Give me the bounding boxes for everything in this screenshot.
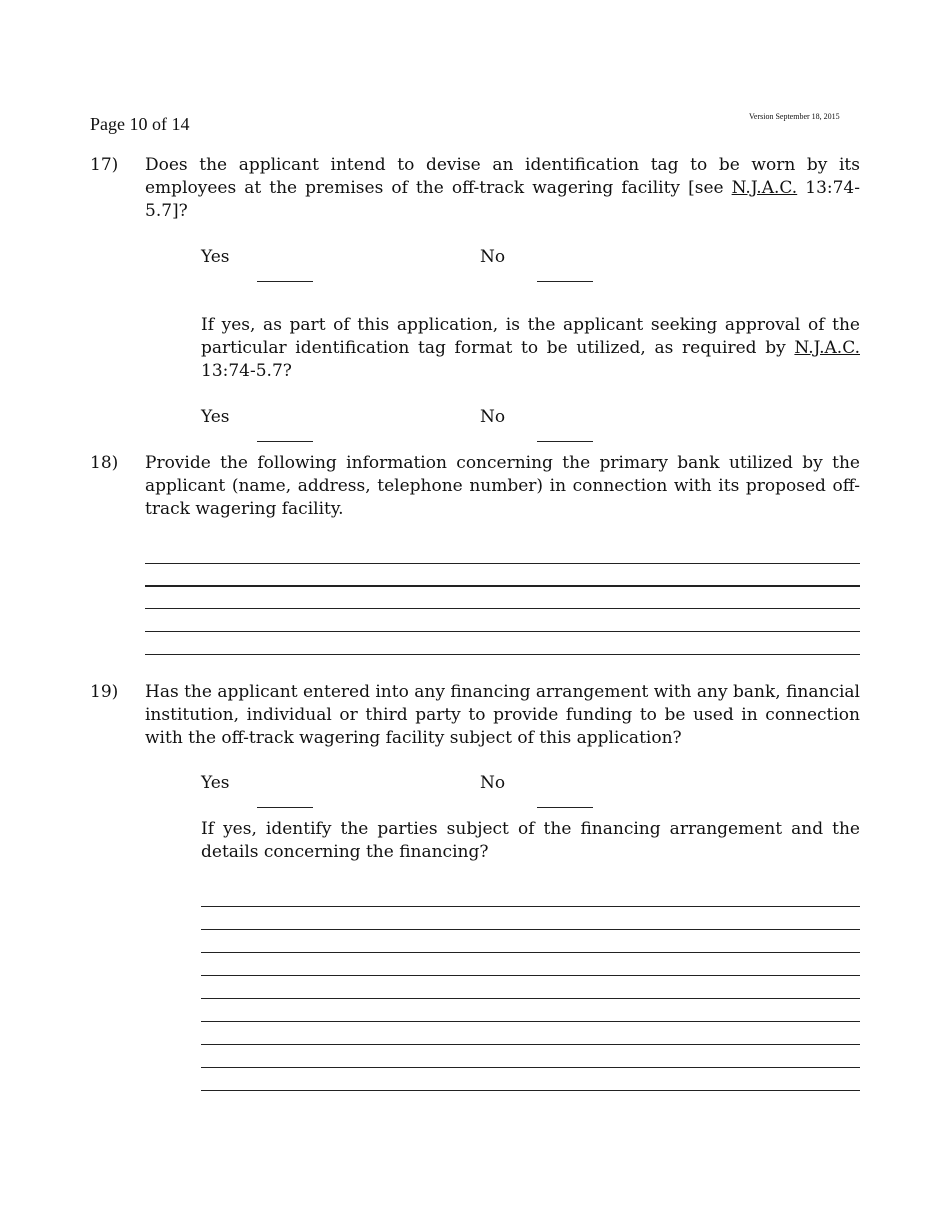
q19-answer-line[interactable] [201, 952, 860, 953]
q17-followup-before: If yes, as part of this application, is the applicant seeking approval of the particular identification tag format to be utilized, as required by [201, 315, 860, 358]
q19-answer-line[interactable] [201, 1021, 860, 1022]
q19-answer-line[interactable] [201, 1044, 860, 1045]
q17-text-after: 13:74-5.7]? [145, 178, 860, 221]
q17-text-before: Does the applicant intend to devise an identification tag to be worn by its employees at the premises of the off-track wagering facility [see [145, 155, 860, 198]
q17-no2-blank[interactable] [537, 424, 593, 443]
q17-followup-text [201, 314, 860, 383]
q18-answer-line[interactable] [145, 654, 860, 655]
q17-no2-label: No [480, 407, 506, 427]
q17-yes-label: Yes [201, 247, 230, 267]
q19-yes-blank[interactable] [257, 790, 313, 809]
q17-followup-after: 13:74-5.7? [201, 361, 292, 381]
q17-yes2-label: Yes [201, 407, 230, 427]
q17-followup-citation: N.J.A.C. [794, 338, 860, 358]
page-number: Page 10 of 14 [90, 114, 190, 134]
question-17-text [145, 154, 860, 223]
question-17-number: 17) [90, 155, 119, 175]
q19-answer-line[interactable] [201, 906, 860, 907]
q17-yes2-blank[interactable] [257, 424, 313, 443]
q18-answer-line[interactable] [145, 608, 860, 609]
q17-no-blank[interactable] [537, 264, 593, 283]
q19-no-label: No [480, 773, 506, 793]
q18-answer-line[interactable] [145, 631, 860, 632]
q19-answer-line[interactable] [201, 975, 860, 976]
q19-no-blank[interactable] [537, 790, 593, 809]
q18-answer-line[interactable] [145, 563, 860, 564]
q17-no-label: No [480, 247, 506, 267]
q17-yes-blank[interactable] [257, 264, 313, 283]
q17-citation: N.J.A.C. [731, 178, 798, 198]
q19-yes-label: Yes [201, 773, 230, 793]
q19-answer-line[interactable] [201, 998, 860, 999]
question-19-number: 19) [90, 682, 119, 702]
question-18-text: Provide the following information concerning the primary bank utilized by the applicant (name, address, telephone number) in connection with its proposed off-track wagering facility. [145, 453, 860, 519]
q19-followup-text: If yes, identify the parties subject of the financing arrangement and the details concerning the financing? [201, 819, 860, 862]
q19-answer-line[interactable] [201, 1090, 860, 1091]
q19-answer-line[interactable] [201, 929, 860, 930]
q18-answer-line[interactable] [145, 585, 860, 587]
question-18-number: 18) [90, 453, 119, 473]
question-19-text: Has the applicant entered into any financing arrangement with any bank, financial institution, individual or third party to provide funding to be used in connection with the off-track wagering facility subject of this application? [145, 682, 860, 748]
version-label: Version September 18, 2015 [749, 112, 840, 121]
q19-answer-line[interactable] [201, 1067, 860, 1068]
